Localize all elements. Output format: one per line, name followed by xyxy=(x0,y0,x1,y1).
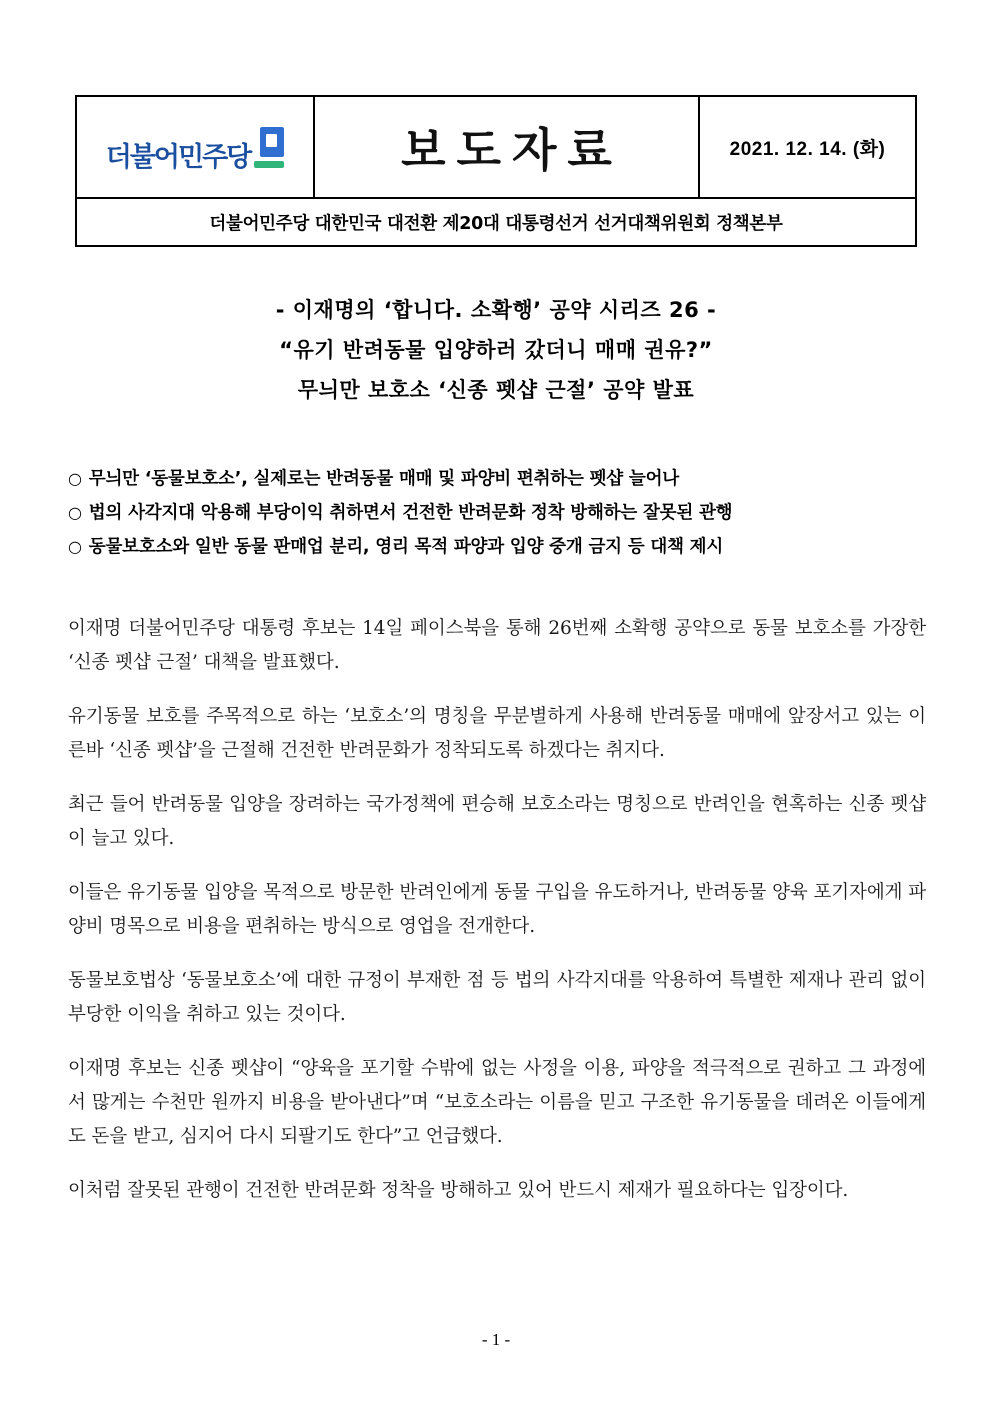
document-header-table xyxy=(75,95,917,247)
bullet-mark-icon: ○ xyxy=(68,503,82,522)
headline-main-line: 무늬만 보호소 ‘신종 펫샵 근절’ 공약 발표 xyxy=(297,378,695,402)
body-paragraph: 동물보호법상 ‘동물보호소’에 대한 규정이 부재한 점 등 법의 사각지대를 악용하여 특별한 제재나 관리 없이 부당한 이익을 취하고 있는 것이다. xyxy=(68,970,926,1025)
bullet-item-text: 법의 사각지대 악용해 부당이익 취하면서 건전한 반려문화 정착 방해하는 잘못된 관행 xyxy=(88,503,733,523)
bullet-mark-icon: ○ xyxy=(68,469,82,488)
body-paragraph: 이들은 유기동물 입양을 목적으로 방문한 반려인에게 동물 구입을 유도하거나, 반려동물 양육 포기자에게 파양비 명목으로 비용을 편취하는 방식으로 영업을 전개한다. xyxy=(68,882,926,937)
body-paragraph: 유기동물 보호를 주목적으로 하는 ‘보호소’의 명칭을 무분별하게 사용해 반려동물 매매에 앞장서고 있는 이른바 ‘신종 펫샵’을 근절해 건전한 반려문화가 정착되도록 하겠다는 취지다. xyxy=(68,706,926,761)
header-subtitle-row xyxy=(77,197,915,245)
headline-series-line: - 이재명의 ‘합니다. 소확행’ 공약 시리즈 26 - xyxy=(275,298,717,322)
header-subtitle: 더불어민주당 대한민국 대전환 제20대 대통령선거 선거대책위원회 정책본부 xyxy=(209,213,783,234)
headline-quote-line: “유기 반려동물 입양하러 갔더니 매매 권유?” xyxy=(279,338,713,362)
body-paragraph: 이처럼 잘못된 관행이 건전한 반려문화 정착을 방해하고 있어 반드시 제재가 필요하다는 입장이다. xyxy=(68,1180,849,1201)
party-logo xyxy=(106,127,285,171)
bullet-item-text: 무늬만 ‘동물보호소’, 실제로는 반려동물 매매 및 파양비 편취하는 펫샵 늘어나 xyxy=(88,469,679,489)
body-paragraph: 이재명 더불어민주당 대통령 후보는 14일 페이스북을 통해 26번째 소확행 공약으로 동물 보호소를 가장한 ‘신종 펫샵 근절’ 대책을 발표했다. xyxy=(68,618,926,673)
bullet-mark-icon: ○ xyxy=(68,537,82,556)
party-logo-cell xyxy=(77,97,315,197)
bullet-item-text: 동물보호소와 일반 동물 판매업 분리, 영리 목적 파양과 입양 중개 금지 등 대책 제시 xyxy=(88,537,724,557)
document-date-cell xyxy=(700,97,915,197)
document-date: 2021. 12. 14. (화) xyxy=(729,138,886,160)
document-title: 보도자료 xyxy=(401,123,623,177)
bullet-item xyxy=(68,462,928,496)
page-number: - 1 - xyxy=(481,1330,511,1349)
body-paragraph: 최근 들어 반려동물 입양을 장려하는 국가정책에 편승해 보호소라는 명칭으로 반려인을 현혹하는 신종 펫샵이 늘고 있다. xyxy=(68,794,926,849)
document-body xyxy=(68,612,926,1228)
document-title-cell xyxy=(315,97,700,197)
bullet-item xyxy=(68,530,928,564)
party-logo-text: 더불어민주당 xyxy=(105,142,251,173)
headline-block xyxy=(75,290,917,410)
body-paragraph: 이재명 후보는 신종 펫샵이 “양육을 포기할 수밖에 없는 사정을 이용, 파양을 적극적으로 권하고 그 과정에서 많게는 수천만 원까지 비용을 받아낸다”며 “보호소라는 이름을 믿고 구조한 유기동물을 데려온 이들에게도 돈을 받고, 심지어 다시 되팔기도 한다”고 언급했다. xyxy=(68,1058,926,1147)
bullet-item xyxy=(68,496,928,530)
header-top-row xyxy=(77,97,915,197)
democratic-party-mark-icon xyxy=(254,127,284,171)
summary-bullets xyxy=(68,462,928,564)
